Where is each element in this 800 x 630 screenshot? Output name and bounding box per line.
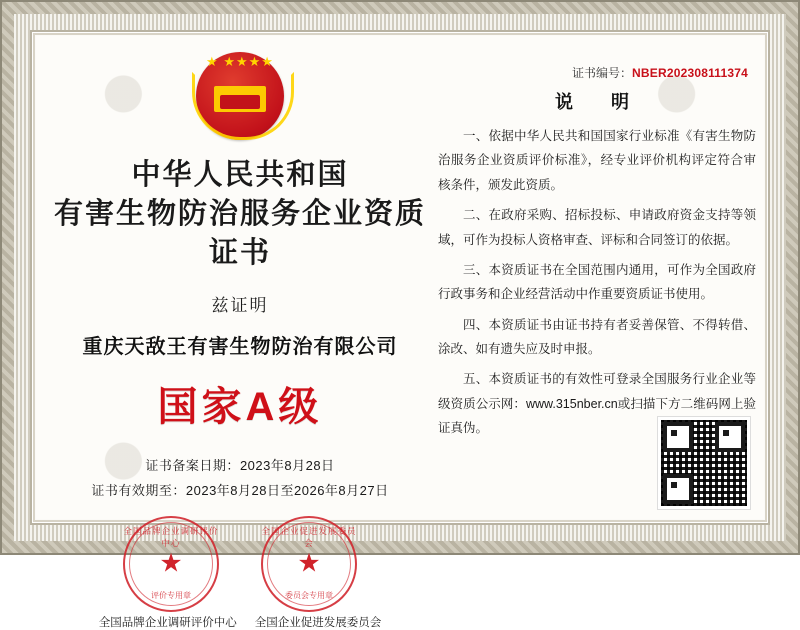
qr-finder-bottom-left (663, 474, 693, 504)
note-item: 三、本资质证书在全国范围内通用，可作为全国政府行政事务和企业经营活动中作重要资质证书使用。 (438, 262, 756, 302)
seal-bottom-text: 委员会专用章 (285, 590, 333, 600)
note-item: 四、本资质证书由证书持有者妥善保管、不得转借、涂改、如有遗失应及时申报。 (438, 317, 756, 356)
grade-badge: 国家A级 (157, 385, 323, 430)
note-item: 二、在政府采购、招标投标、申请政府资金支持等领域，可作为投标人资格审查、评标和合同签订的依据。 (438, 208, 756, 247)
company-name: 重庆天敌王有害生物防治有限公司 (82, 336, 398, 359)
seal-star-icon: ★ (297, 547, 321, 578)
seal-arc-text: 全国品牌企业调研评价中心 (123, 525, 219, 548)
official-seal (123, 516, 219, 612)
date-row (44, 479, 436, 504)
note-item: 一、依据中华人民共和国国家行业标准《有害生物防治服务企业资质评价标准》，经专业评价机构评定符合审核条件，颁发此资质。 (438, 129, 756, 192)
issue-date-value: 2023年8月28日 (239, 458, 335, 474)
certificate-title-line1: 中华人民共和国 (131, 159, 349, 191)
seal-bottom-text: 评价专用章 (151, 590, 191, 600)
qr-finder-top-right (715, 422, 745, 452)
certificate-content (44, 44, 756, 629)
certificate-title-line2: 有害生物防治服务企业资质证书 (53, 198, 426, 270)
official-seal (261, 516, 357, 612)
date-block (44, 454, 436, 503)
seal-group (44, 516, 436, 612)
date-row (44, 454, 436, 479)
national-emblem-icon (188, 46, 292, 150)
validity-label: 证书有效期至： (91, 483, 186, 499)
note-item: 五、本资质证书的有效性可登录全国服务行业企业等级资质公示网：www.315nber.cn或扫描下方二维码网上验证真伪。 (438, 372, 756, 436)
issue-date-label: 证书备案日期： (145, 458, 240, 474)
certificate-main-panel (44, 44, 436, 629)
seal-arc-text: 全国企业促进发展委员会 (261, 525, 357, 548)
emblem-gate (214, 86, 266, 112)
hereby-text: 兹证明 (211, 296, 269, 316)
qr-code[interactable] (658, 417, 750, 509)
serial-number (572, 64, 748, 81)
notes-title: 说 明 (555, 92, 639, 112)
emblem-stars: ★ ★★★★ (206, 54, 274, 69)
serial-value: NBER202308111374 (632, 66, 748, 80)
seal-star-icon: ★ (159, 547, 183, 578)
validity-value: 2023年8月28日至2026年8月27日 (185, 483, 389, 499)
serial-label: 证书编号： (572, 66, 633, 80)
seal-caption-right: 全国企业促进发展委员会 (254, 616, 382, 629)
seal-caption-left: 全国品牌企业调研评价中心 (98, 616, 237, 629)
notes-panel (438, 88, 756, 441)
seal-captions (44, 614, 436, 630)
qr-finder-top-left (663, 422, 693, 452)
